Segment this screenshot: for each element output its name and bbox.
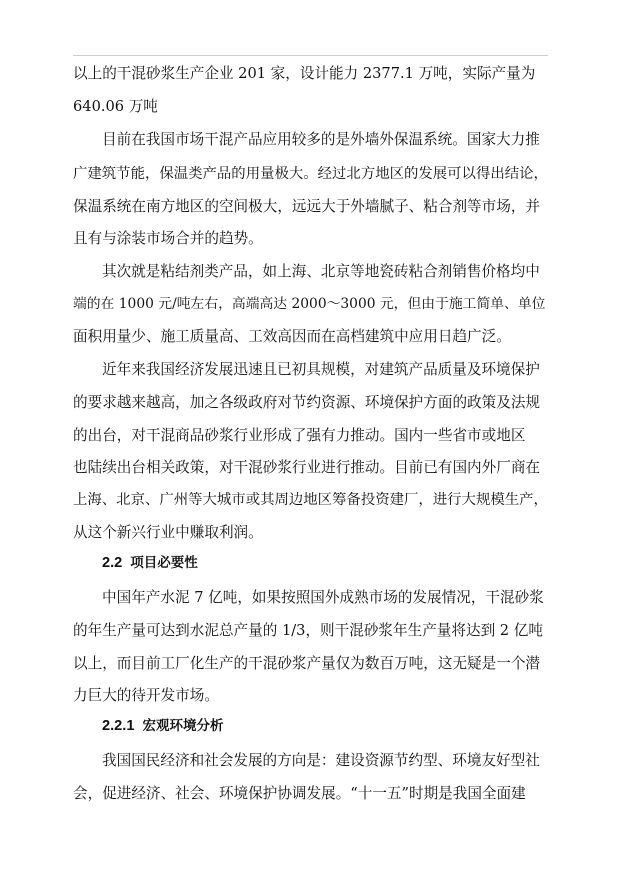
text-line: 面积用量少、施工质量高、工效高因而在高档建筑中应用日趋广泛。 [73, 328, 511, 345]
text-line: 我国国民经济和社会发展的方向是：建设资源节约型、环境友好型社 [102, 752, 540, 769]
text-line: 的年生产量可达到水泥总产量的 1/3，则干混砂浆年生产量将达到 2 亿吨 [73, 622, 543, 639]
section-title: 宏观环境分析 [142, 718, 224, 734]
section-title: 项目必要性 [130, 555, 198, 571]
text-line: 的出台，对干混商品砂浆行业形成了强有力推动。国内一些省市或地区 [73, 427, 526, 444]
text-line: 从这个新兴行业中赚取利润。 [73, 524, 263, 541]
section-number: 2.2 [102, 555, 123, 571]
text-line: 力巨大的待开发市场。 [73, 687, 219, 704]
section-heading-2-2-1 [102, 716, 223, 736]
header-rule [73, 55, 548, 56]
text-line: 会，促进经济、社会、环境保护协调发展。“十一五”时期是我国全面建 [73, 785, 526, 802]
text-line: 中国年产水泥 7 亿吨，如果按照国外成熟市场的发展情况，干混砂浆 [102, 589, 544, 606]
text-line: 其次就是粘结剂类产品，如上海、北京等地瓷砖粘合剂销售价格均中 [102, 263, 540, 280]
text-line: 上海、北京、广州等大城市或其周边地区筹备投资建厂，进行大规模生产， [73, 492, 548, 508]
text-line: 也陆续出台相关政策，对干混砂浆行业进行推动。目前已有国内外厂商在 [73, 459, 541, 476]
text-line: 保温系统在南方地区的空间极大，远远大于外墙腻子、粘合剂等市场，并 [73, 198, 541, 215]
text-line: 近年来我国经济发展迅速且已初具规模，对建筑产品质量及环境保护 [102, 361, 540, 378]
text-line: 目前在我国市场干混产品应用较多的是外墙外保温系统。国家大力推 [102, 131, 540, 148]
section-heading-2-2 [102, 553, 198, 573]
text-line: 端的在 1000 元/吨左右，高端高达 2000～3000 元，但由于施工简单、单位 [73, 296, 546, 312]
text-line: 以上的干混砂浆生产企业 201 家，设计能力 2377.1 万吨，实际产量为 [73, 65, 536, 82]
text-line: 且有与涂装市场合并的趋势。 [73, 230, 263, 247]
section-number: 2.2.1 [102, 718, 135, 734]
text-line: 广建筑节能，保温类产品的用量极大。经过北方地区的发展可以得出结论， [73, 166, 548, 182]
text-line: 的要求越来越高，加之各级政府对节约资源、环境保护方面的政策及法规 [73, 394, 541, 411]
text-line: 640.06 万吨 [73, 98, 158, 115]
text-line: 以上，而目前工厂化生产的干混砂浆产量仅为数百万吨，这无疑是一个潜 [73, 655, 541, 672]
